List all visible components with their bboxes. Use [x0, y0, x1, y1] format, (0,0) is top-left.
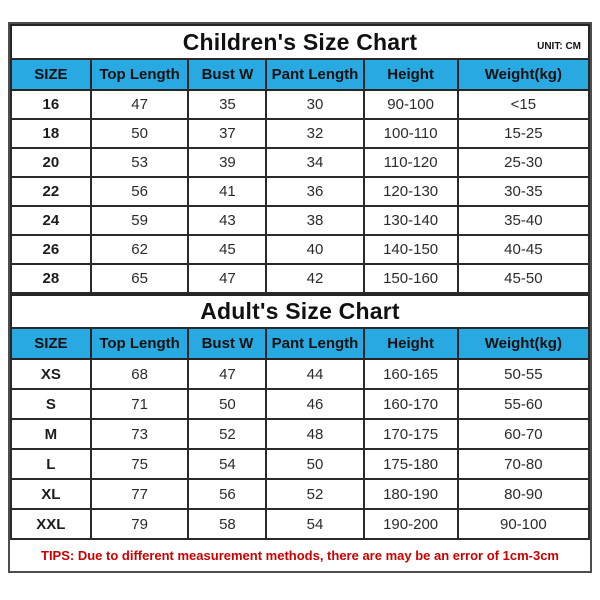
table-row [11, 235, 589, 264]
table-cell: 140-150 [364, 235, 458, 264]
size-chart [8, 22, 592, 573]
table-cell: 18 [11, 119, 91, 148]
table-cell: 79 [91, 509, 189, 539]
children-chart-title [11, 25, 589, 59]
table-cell: 54 [266, 509, 363, 539]
adult-table-body [11, 359, 589, 539]
table-cell: 50-55 [458, 359, 589, 389]
unit-label: UNIT: CM [537, 41, 581, 52]
table-cell: 32 [266, 119, 363, 148]
table-row [11, 449, 589, 479]
column-header: Height [364, 59, 458, 90]
column-header: SIZE [11, 328, 91, 359]
table-cell: 59 [91, 206, 189, 235]
column-header: Pant Length [266, 328, 363, 359]
table-row [11, 509, 589, 539]
table-cell: 50 [91, 119, 189, 148]
column-header: Weight(kg) [458, 328, 589, 359]
table-row [11, 177, 589, 206]
table-cell: 52 [188, 419, 266, 449]
table-cell: 16 [11, 90, 91, 119]
table-cell: 20 [11, 148, 91, 177]
table-cell: 62 [91, 235, 189, 264]
adult-chart-title-text: Adult's Size Chart [200, 298, 400, 324]
column-header: Bust W [188, 59, 266, 90]
table-row [11, 148, 589, 177]
table-cell: 70-80 [458, 449, 589, 479]
table-row [11, 264, 589, 293]
table-cell: 35-40 [458, 206, 589, 235]
column-header: Weight(kg) [458, 59, 589, 90]
table-cell: 71 [91, 389, 189, 419]
table-cell: 34 [266, 148, 363, 177]
table-cell: 36 [266, 177, 363, 206]
table-row [11, 479, 589, 509]
column-header: Top Length [91, 328, 189, 359]
table-cell: 73 [91, 419, 189, 449]
table-cell: 40 [266, 235, 363, 264]
table-cell: 56 [188, 479, 266, 509]
table-cell: 130-140 [364, 206, 458, 235]
column-header: Height [364, 328, 458, 359]
table-cell: 43 [188, 206, 266, 235]
table-cell: <15 [458, 90, 589, 119]
table-cell: 60-70 [458, 419, 589, 449]
table-cell: 190-200 [364, 509, 458, 539]
table-cell: 65 [91, 264, 189, 293]
table-cell: 37 [188, 119, 266, 148]
table-cell: 90-100 [364, 90, 458, 119]
table-row [11, 389, 589, 419]
table-cell: XXL [11, 509, 91, 539]
table-cell: 53 [91, 148, 189, 177]
children-header-row [11, 59, 589, 90]
table-cell: S [11, 389, 91, 419]
table-cell: 47 [91, 90, 189, 119]
table-cell: 52 [266, 479, 363, 509]
table-row [11, 90, 589, 119]
column-header: Pant Length [266, 59, 363, 90]
table-cell: 75 [91, 449, 189, 479]
table-cell: 100-110 [364, 119, 458, 148]
children-chart-title-text: Children's Size Chart [182, 28, 418, 55]
table-cell: 150-160 [364, 264, 458, 293]
table-cell: 28 [11, 264, 91, 293]
table-cell: 175-180 [364, 449, 458, 479]
table-cell: 15-25 [458, 119, 589, 148]
table-row [11, 206, 589, 235]
table-cell: M [11, 419, 91, 449]
table-cell: 45 [188, 235, 266, 264]
table-cell: XS [11, 359, 91, 389]
table-cell: 58 [188, 509, 266, 539]
table-cell: 42 [266, 264, 363, 293]
table-cell: 110-120 [364, 148, 458, 177]
table-cell: 25-30 [458, 148, 589, 177]
table-cell: 160-165 [364, 359, 458, 389]
adult-size-table [10, 294, 590, 540]
column-header: SIZE [11, 59, 91, 90]
adult-chart-title [11, 295, 589, 328]
table-cell: 41 [188, 177, 266, 206]
table-cell: 56 [91, 177, 189, 206]
children-table-body [11, 90, 589, 293]
table-cell: 47 [188, 359, 266, 389]
table-cell: 180-190 [364, 479, 458, 509]
adult-title-row [11, 295, 589, 328]
table-cell: 46 [266, 389, 363, 419]
adult-header-row [11, 328, 589, 359]
table-cell: 30-35 [458, 177, 589, 206]
table-cell: 54 [188, 449, 266, 479]
table-cell: XL [11, 479, 91, 509]
table-cell: 68 [91, 359, 189, 389]
table-cell: 48 [266, 419, 363, 449]
table-cell: 38 [266, 206, 363, 235]
table-cell: 120-130 [364, 177, 458, 206]
table-cell: 22 [11, 177, 91, 206]
table-cell: 39 [188, 148, 266, 177]
table-cell: 44 [266, 359, 363, 389]
table-cell: 35 [188, 90, 266, 119]
table-row [11, 419, 589, 449]
tips-note: TIPS: Due to different measurement methods, there are may be an error of 1cm-3cm [10, 540, 590, 571]
table-cell: 77 [91, 479, 189, 509]
children-title-row [11, 25, 589, 59]
table-cell: 90-100 [458, 509, 589, 539]
table-cell: 45-50 [458, 264, 589, 293]
table-cell: 40-45 [458, 235, 589, 264]
table-cell: 170-175 [364, 419, 458, 449]
table-row [11, 359, 589, 389]
table-cell: L [11, 449, 91, 479]
table-row [11, 119, 589, 148]
table-cell: 80-90 [458, 479, 589, 509]
table-cell: 26 [11, 235, 91, 264]
children-size-table [10, 24, 590, 294]
table-cell: 160-170 [364, 389, 458, 419]
table-cell: 55-60 [458, 389, 589, 419]
table-cell: 47 [188, 264, 266, 293]
column-header: Bust W [188, 328, 266, 359]
table-cell: 50 [266, 449, 363, 479]
column-header: Top Length [91, 59, 189, 90]
table-cell: 50 [188, 389, 266, 419]
table-cell: 24 [11, 206, 91, 235]
table-cell: 30 [266, 90, 363, 119]
